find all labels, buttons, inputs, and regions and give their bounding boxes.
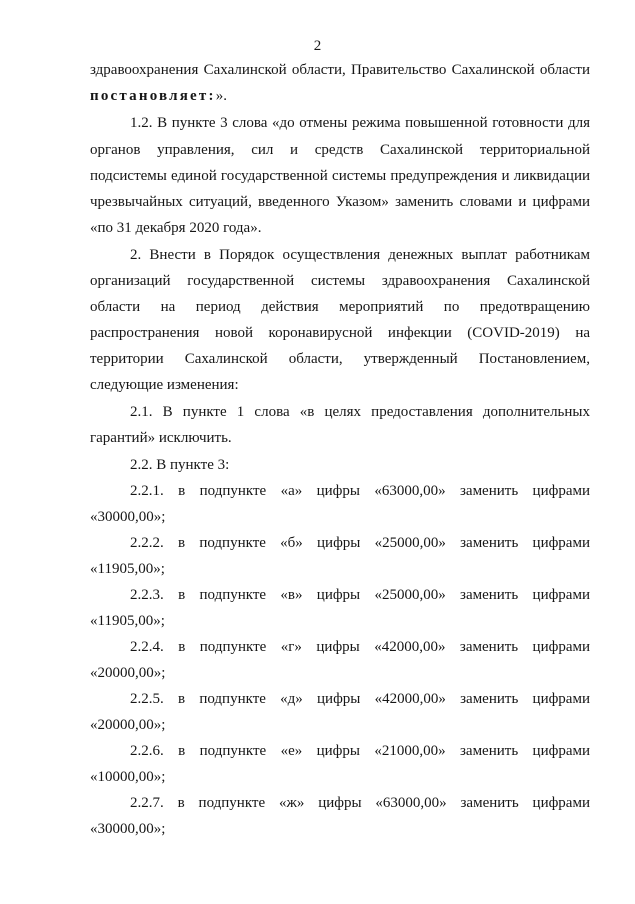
- list-item-line: 2.2.7. в подпункте «ж» цифры «63000,00» заменить цифрами: [130, 795, 590, 811]
- list-item-value: «30000,00»;: [90, 821, 166, 837]
- decree-word-tail: ».: [215, 88, 227, 104]
- paragraph-1-2-line: подсистемы единой государственной системы предупреждения и ликвидации: [90, 168, 590, 184]
- paragraph-1-2-line: чрезвычайных ситуаций, введенного Указом» заменить словами и цифрами: [90, 194, 590, 210]
- list-item-value: «11905,00»;: [90, 613, 165, 629]
- list-item-value: «10000,00»;: [90, 769, 166, 785]
- list-item-value: «11905,00»;: [90, 561, 165, 577]
- paragraph-1-2-line: 1.2. В пункте 3 слова «до отмены режима повышенной готовности для: [130, 115, 590, 131]
- paragraph-2-1-line: 2.1. В пункте 1 слова «в целях предоставления дополнительных: [130, 404, 590, 420]
- page-number: 2: [313, 38, 322, 54]
- intro-line: здравоохранения Сахалинской области, Правительство Сахалинской области: [90, 62, 590, 78]
- paragraph-1-2-line: «по 31 декабря 2020 года».: [90, 220, 262, 236]
- list-item-line: 2.2.6. в подпункте «е» цифры «21000,00» заменить цифрами: [130, 743, 590, 759]
- list-item-line: 2.2.5. в подпункте «д» цифры «42000,00» заменить цифрами: [130, 691, 590, 707]
- list-item-line: 2.2.4. в подпункте «г» цифры «42000,00» заменить цифрами: [130, 639, 590, 655]
- paragraph-1-2-line: органов управления, сил и средств Сахалинской территориальной: [90, 142, 590, 158]
- intro-decree-line: [90, 87, 590, 105]
- list-item-value: «20000,00»;: [90, 665, 166, 681]
- paragraph-2-line: распространения новой коронавирусной инфекции (COVID-2019) на: [90, 325, 590, 341]
- list-item-value: «20000,00»;: [90, 717, 166, 733]
- list-item-line: 2.2.2. в подпункте «б» цифры «25000,00» заменить цифрами: [130, 535, 590, 551]
- paragraph-2-line: организаций государственной системы здравоохранения Сахалинской: [90, 273, 590, 289]
- paragraph-2-1-line: гарантий» исключить.: [90, 430, 232, 446]
- decree-word: постановляет:: [90, 88, 216, 104]
- paragraph-2-line: области на период действия мероприятий по предотвращению: [90, 299, 590, 315]
- paragraph-2-2-heading: 2.2. В пункте 3:: [130, 457, 230, 473]
- list-item-line: 2.2.3. в подпункте «в» цифры «25000,00» заменить цифрами: [130, 587, 590, 603]
- paragraph-2-line: следующие изменения:: [90, 377, 239, 393]
- paragraph-2-line: территории Сахалинской области, утвержденный Постановлением,: [90, 351, 590, 367]
- list-item-line: 2.2.1. в подпункте «а» цифры «63000,00» заменить цифрами: [130, 483, 590, 499]
- list-item-value: «30000,00»;: [90, 509, 166, 525]
- paragraph-2-line: 2. Внести в Порядок осуществления денежных выплат работникам: [130, 247, 590, 263]
